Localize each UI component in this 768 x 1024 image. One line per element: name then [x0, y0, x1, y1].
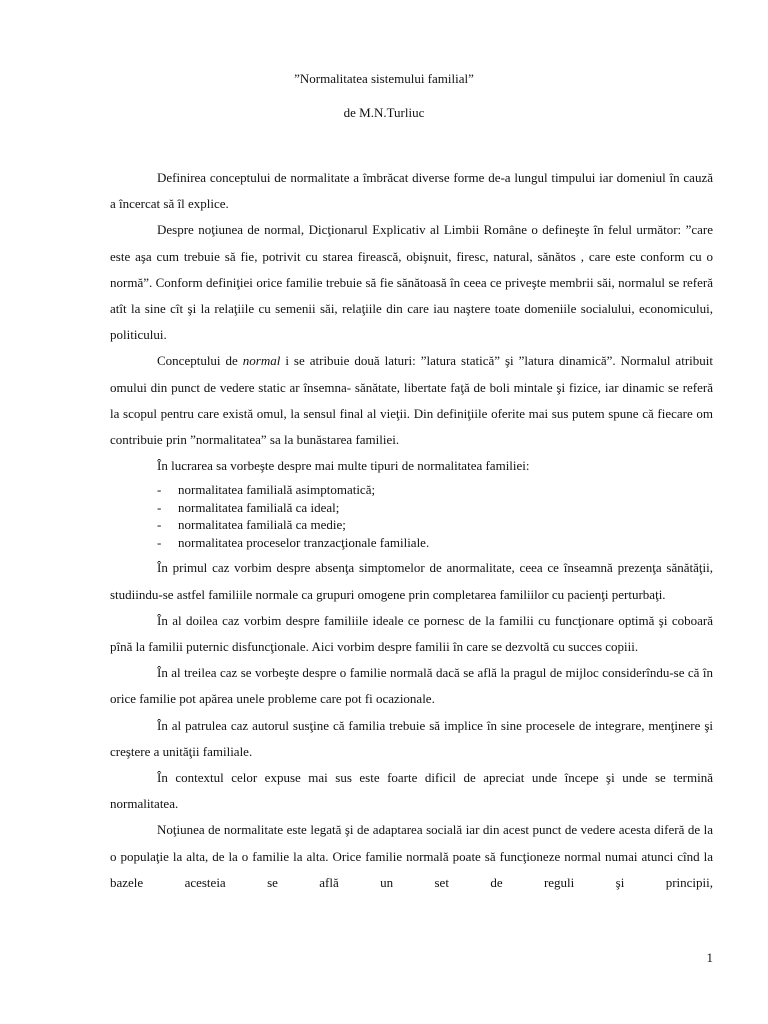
document-author: de M.N.Turliuc [343, 105, 425, 120]
list-item [110, 516, 713, 534]
list-item [110, 534, 713, 552]
list-bullet: - [157, 517, 162, 533]
list-item [110, 499, 713, 517]
paragraph-5: În primul caz vorbim despre absenţa simptomelor de anormalitate, ceea ce înseamnă prezenţa sănătăţii, studiindu-se astfel familiile normale ca grupuri omogene prin completarea familiilor cu pacienţi perturbaţi. [110, 560, 713, 602]
paragraph-8: În al patrulea caz autorul susţine că familia trebuie să implice în sine procesele de integrare, menţinere şi creştere a unităţii familiale. [110, 717, 713, 759]
normality-types-list [110, 481, 713, 551]
paragraph-3 [110, 348, 713, 453]
normality-types-list-wrapper [110, 479, 713, 555]
paragraph-7: În al treilea caz se vorbeşte despre o familie normală dacă se află la pragul de mijloc considerîndu-se că în orice familie pot apărea unele probleme care pot fi ocazionale. [110, 665, 713, 707]
paragraph-9: În contextul celor expuse mai sus este foarte dificil de apreciat unde începe şi unde se termină normalitatea. [110, 770, 713, 812]
list-bullet: - [157, 482, 162, 498]
paragraph-2: Despre noţiunea de normal, Dicţionarul Explicativ al Limbii Române o defineşte în felul următor: ”care este aşa cum trebuie să fie, potrivit cu starea firească, obişnuit, firesc, natural, sănătos , care este conform cu o normă”. Conform definiţiei orice familie trebuie să fie sănătoasă în ceea ce priveşte membrii săi, normalul se referă atît la sine cît şi la relaţiile cu semenii săi, relaţiile din care iau naştere toate domeniile socialului, economicului, politicului. [110, 222, 713, 343]
list-item-text: normalitatea proceselor tranzacţionale familiale. [178, 534, 430, 550]
paragraph-3-italic-term: normal [242, 353, 281, 369]
list-bullet: - [157, 534, 162, 550]
paragraph-6: În al doilea caz vorbim despre familiile ideale ce pornesc de la familii cu funcţionare optimă şi coboară pînă la familii puternic disfuncţionale. Aici vorbim despre familii în care se dezvoltă cu succes copiii. [110, 612, 713, 655]
paragraph-4: În lucrarea sa vorbeşte despre mai multe tipuri de normalitatea familiei: [157, 458, 530, 474]
list-bullet: - [157, 499, 162, 515]
list-item-text: normalitatea familială ca ideal; [178, 499, 340, 515]
paragraph-3-start: Conceptului de [157, 353, 243, 369]
paragraph-1: Definirea conceptului de normalitate a îmbrăcat diverse forme de-a lungul timpului iar domeniul în cauză a încercat să îl explice. [110, 170, 713, 212]
paragraph-10: Noţiunea de normalitate este legată şi de adaptarea socială iar din acest punct de vedere acesta diferă de la o populaţie la alta, de la o familie la alta. Orice familie normală poate să funcţioneze normal numai atunci cînd la bazele acesteia se află un set de reguli şi principii, [110, 822, 713, 890]
list-item-text: normalitatea familială asimptomatică; [178, 482, 376, 498]
paragraph-3-end: i se atribuie două laturi: ”latura statică” şi ”latura dinamică”. Normalul atribuit omului din punct de vedere static ar însemna- sănătate, libertate faţă de boli mintale şi fizice, iar dinamic se referă la scopul pentru care există omul, la sensul final al vieţii. Din definiţiile oferite mai sus putem spune că fiecare om contribuie prin ”normalitatea” sa la bunăstarea familiei. [110, 353, 713, 448]
document-title: ”Normalitatea sistemului familial” [294, 71, 474, 86]
document-body [110, 165, 713, 896]
list-item-text: normalitatea familială ca medie; [178, 517, 346, 533]
page-number: 1 [706, 950, 713, 965]
list-item [110, 481, 713, 499]
